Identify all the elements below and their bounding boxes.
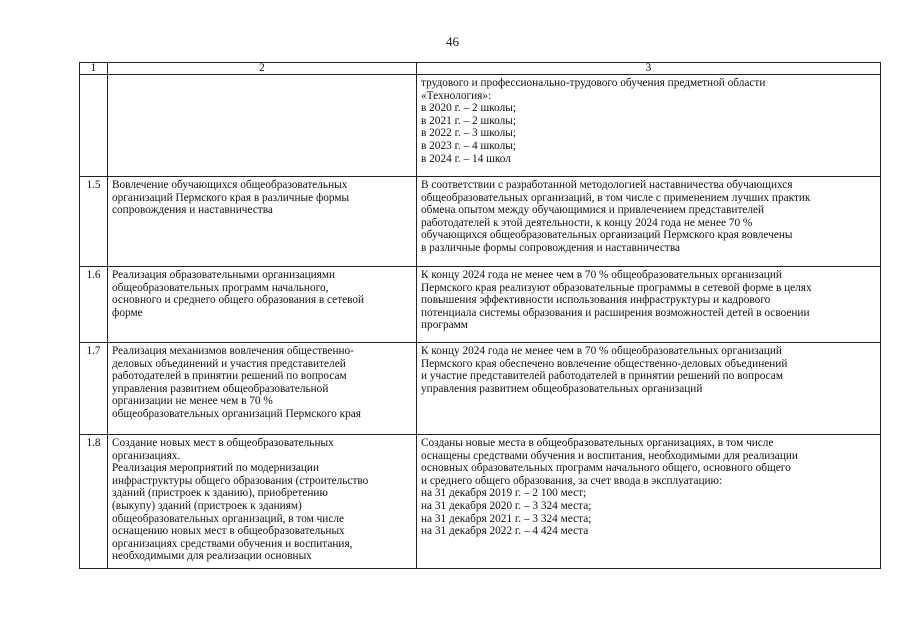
text-line: Реализация образовательными организациями bbox=[112, 269, 336, 281]
text-line: в 2023 г. – 4 школы; bbox=[421, 139, 517, 152]
text-line: Пермского края реализуют образовательные программы в сетевой форме в целях bbox=[421, 281, 812, 294]
row-number-cell: 1.5 bbox=[80, 177, 108, 267]
text-line: организациях. bbox=[112, 449, 181, 462]
result-cell bbox=[417, 177, 881, 267]
text-line: организации не менее чем в 70 % bbox=[112, 395, 273, 408]
table-row bbox=[80, 177, 881, 267]
text-line: общеобразовательных организаций, в том числе с применением лучших практик bbox=[421, 191, 811, 204]
text-line: Пермского края обеспечено вовлечение общественно-деловых объединений bbox=[421, 357, 788, 370]
text-line: управления развитием общеобразовательной bbox=[112, 382, 329, 395]
text-line: общеобразовательных организаций, в том числе bbox=[112, 512, 345, 525]
measure-cell bbox=[108, 75, 417, 177]
result-cell bbox=[417, 75, 881, 177]
text-line: и участие представителей работодателей в принятии решений по вопросам bbox=[421, 370, 783, 383]
text-line: повышения эффективности использования инфраструктуры и кадрового bbox=[421, 294, 771, 307]
result-cell bbox=[417, 343, 881, 435]
page-number: 46 bbox=[446, 34, 459, 49]
text-line: Реализация мероприятий по модернизации bbox=[112, 462, 320, 475]
text-line: «Технология»: bbox=[421, 89, 492, 102]
text-line: оснащению новых мест в общеобразовательных bbox=[112, 525, 345, 538]
text-line: обмена опытом между обучающимися и привлечением представителей bbox=[421, 204, 765, 217]
row-number-cell: 1.6 bbox=[80, 267, 108, 343]
table-row bbox=[80, 435, 881, 569]
text-line: сопровождения и наставничества bbox=[112, 204, 273, 217]
table-row bbox=[80, 75, 881, 177]
text-line: на 31 декабря 2020 г. – 3 324 места; bbox=[421, 499, 592, 512]
text-line: оснащены средствами обучения и воспитания, необходимыми для реализации bbox=[421, 449, 798, 462]
text-line: общеобразовательных программ начального, bbox=[112, 281, 329, 294]
text-line: форме bbox=[112, 306, 143, 319]
text-line: К концу 2024 года не менее чем в 70 % общеобразовательных организаций bbox=[421, 269, 782, 281]
measure-cell bbox=[108, 343, 417, 435]
text-line: программ bbox=[421, 319, 468, 332]
text-line: Создание новых мест в общеобразовательных bbox=[112, 437, 334, 449]
header-cell-2: 2 bbox=[108, 63, 417, 75]
header-cell-3: 3 bbox=[417, 63, 881, 75]
text-line: основных образовательных программ начального общего, основного общего bbox=[421, 462, 791, 475]
text-line: зданий (пристроек к зданию), приобретению bbox=[112, 487, 328, 500]
result-cell bbox=[417, 435, 881, 569]
text-line: Реализация механизмов вовлечения общественно- bbox=[112, 345, 354, 357]
text-line: обучающихся общеобразовательных организаций Пермского края вовлечены bbox=[421, 229, 793, 242]
measure-cell bbox=[108, 267, 417, 343]
text-line: управления развитием общеобразовательных организаций bbox=[421, 382, 703, 395]
text-line: инфраструктуры общего образования (строительство bbox=[112, 474, 369, 487]
measure-cell bbox=[108, 435, 417, 569]
text-line: потенциала системы образования и расширения возможностей детей в освоении bbox=[421, 306, 810, 319]
row-number-cell: 1.7 bbox=[80, 343, 108, 435]
text-line: организаций Пермского края в различные формы bbox=[112, 191, 350, 204]
document-table bbox=[79, 62, 881, 569]
text-line: деловых объединений и участия представителей bbox=[112, 357, 346, 370]
text-line: В соответствии с разработанной методологией наставничества обучающихся bbox=[421, 179, 793, 191]
text-line: в 2024 г. – 14 школ bbox=[421, 152, 511, 165]
text-line: на 31 декабря 2022 г. – 4 424 места bbox=[421, 525, 589, 538]
header-cell-1: 1 bbox=[80, 63, 108, 75]
text-line: К концу 2024 года не менее чем в 70 % общеобразовательных организаций bbox=[421, 345, 782, 357]
text-line: Вовлечение обучающихся общеобразовательных bbox=[112, 179, 348, 191]
text-line: трудового и профессионально-трудового обучения предметной области bbox=[421, 77, 766, 89]
text-line: в 2022 г. – 3 школы; bbox=[421, 127, 517, 140]
text-line: и среднего общего образования, за счет ввода в эксплуатацию: bbox=[421, 474, 723, 487]
measure-cell bbox=[108, 177, 417, 267]
table-row bbox=[80, 267, 881, 343]
row-number-cell: 1.8 bbox=[80, 435, 108, 569]
text-line: организациях средствами обучения и воспитания, bbox=[112, 537, 353, 550]
text-line: (выкупу) зданий (пристроек к зданиям) bbox=[112, 499, 302, 512]
text-line: в 2020 г. – 2 школы; bbox=[421, 102, 517, 115]
text-line: в различные формы сопровождения и наставничества bbox=[421, 241, 681, 254]
table-row bbox=[80, 343, 881, 435]
text-line: в 2021 г. – 2 школы; bbox=[421, 114, 517, 127]
text-line: на 31 декабря 2021 г. – 3 324 места; bbox=[421, 512, 592, 525]
text-line: работодателей в принятии решений по вопросам bbox=[112, 370, 347, 383]
table-header-row bbox=[80, 63, 881, 75]
text-line: необходимыми для реализации основных bbox=[112, 550, 312, 563]
result-cell bbox=[417, 267, 881, 343]
row-number-cell bbox=[80, 75, 108, 177]
text-line: основного и среднего общего образования в сетевой bbox=[112, 294, 365, 307]
text-line: на 31 декабря 2019 г. – 2 100 мест; bbox=[421, 487, 587, 500]
text-line: работодателей к этой деятельности, к концу 2024 года не менее 70 % bbox=[421, 216, 753, 229]
text-line: Созданы новые места в общеобразовательных организациях, в том числе bbox=[421, 437, 774, 449]
text-line: общеобразовательных организаций Пермского края bbox=[112, 407, 361, 420]
